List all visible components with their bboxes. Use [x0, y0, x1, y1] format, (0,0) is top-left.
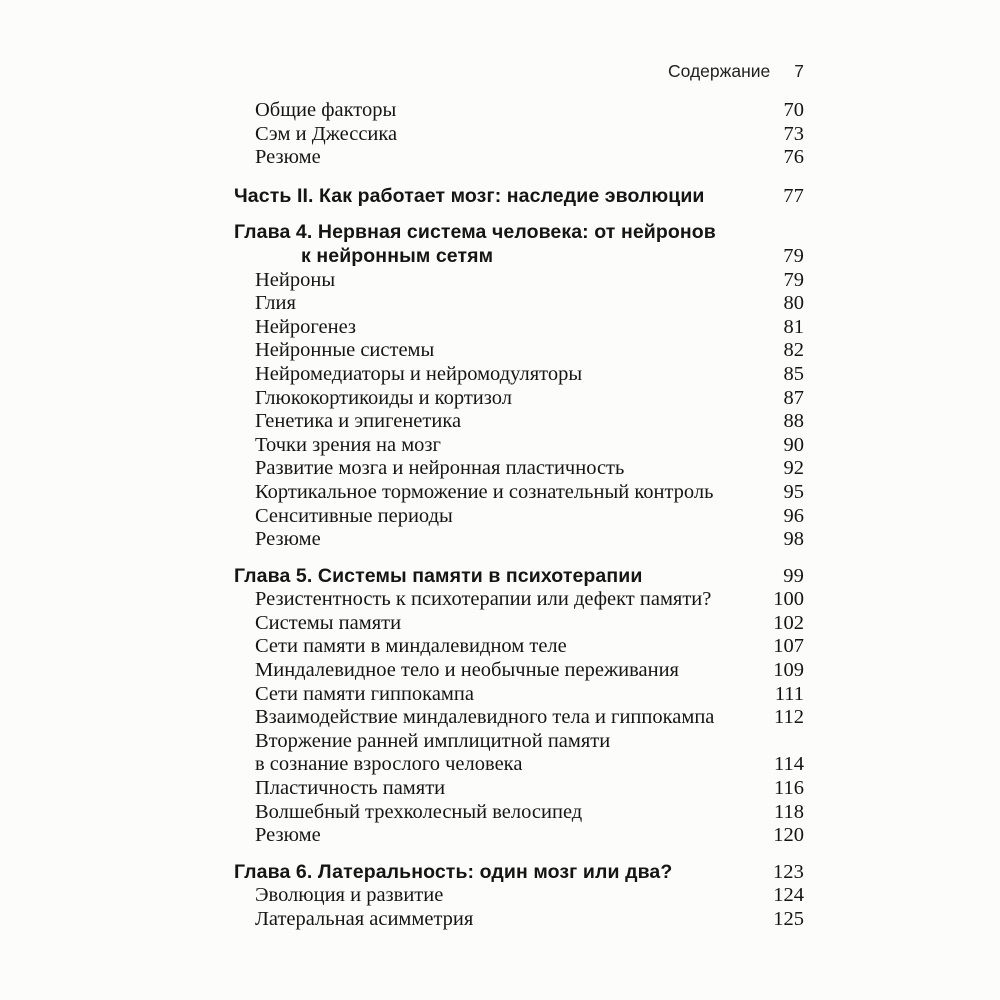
toc-entry-page-number: 87: [783, 386, 804, 409]
toc-entry-page-number: 123: [772, 860, 804, 883]
toc-entry: [234, 528, 804, 552]
toc-entry-chapter: [234, 861, 804, 885]
toc-entry-page-number: 76: [783, 146, 804, 169]
toc-entry-title-line: Системы памяти: [255, 611, 402, 634]
toc-entry-title: [234, 123, 758, 147]
toc-entry: [234, 801, 804, 825]
toc-entry-title: [234, 565, 758, 589]
toc-entry: [234, 316, 804, 340]
toc-entry-title: [234, 528, 758, 552]
toc-entry-title-line: Сенситивные периоды: [255, 504, 453, 527]
toc-entry-title: [234, 185, 758, 209]
toc-entry-title: [234, 505, 758, 529]
toc-entry-title-line: Глава 5. Системы памяти в психотерапии: [234, 564, 643, 587]
toc-entry-title: [234, 777, 758, 801]
toc-entry-page-number: 88: [783, 410, 804, 433]
toc-entry-page-number: 82: [783, 339, 804, 362]
toc-entry-page-number: 98: [783, 528, 804, 551]
toc-entry-page-number: 96: [783, 504, 804, 527]
toc-entry-title: [234, 387, 758, 411]
toc-entry: [234, 269, 804, 293]
toc-entry: [234, 457, 804, 481]
toc-entry-title: [234, 99, 758, 123]
toc-entry: [234, 612, 804, 636]
toc-entry-title-line: Глава 6. Латеральность: один мозг или два?: [234, 860, 673, 883]
toc-entry-page-number: 79: [783, 268, 804, 291]
table-of-contents: [234, 99, 804, 932]
toc-entry-title-line: Кортикальное торможение и сознательный контроль: [255, 480, 714, 503]
toc-entry-page-number: 77: [783, 184, 804, 207]
toc-entry-page-number: 114: [774, 753, 804, 776]
toc-entry-title: [234, 588, 758, 612]
toc-entry-page-number: 107: [773, 635, 804, 658]
toc-entry: [234, 908, 804, 932]
toc-entry-title-line: Пластичность памяти: [255, 777, 446, 800]
toc-entry: [234, 481, 804, 505]
toc-entry-title-line: Развитие мозга и нейронная пластичность: [255, 457, 625, 480]
toc-entry-title-line: Сети памяти гиппокампа: [255, 682, 474, 705]
toc-entry-title-line: Латеральная асимметрия: [255, 908, 474, 930]
toc-entry-title: [234, 269, 758, 293]
toc-entry-title: [234, 221, 758, 268]
toc-entry-page-number: 92: [783, 457, 804, 480]
toc-entry-title: [234, 292, 758, 316]
toc-entry-page-number: 118: [774, 800, 804, 823]
toc-entry-page-number: 81: [783, 315, 804, 338]
toc-entry-part: [234, 185, 804, 209]
toc-entry-page-number: 112: [774, 706, 804, 729]
toc-entry-title-line: Взаимодействие миндалевидного тела и гиппокампа: [255, 706, 715, 729]
toc-entry-title: [234, 801, 758, 825]
toc-entry-chapter: [234, 565, 804, 589]
toc-entry-page-number: 85: [783, 362, 804, 385]
toc-entry-page-number: 100: [773, 588, 804, 611]
toc-entry-title-line: Глава 4. Нервная система человека: от нейронов: [234, 221, 716, 244]
toc-entry-title-line: Точки зрения на мозг: [255, 433, 441, 456]
toc-entry-page-number: 109: [773, 659, 804, 682]
toc-entry-title-line: Сэм и Джессика: [255, 122, 398, 145]
toc-entry-title: [234, 457, 758, 481]
toc-entry: [234, 292, 804, 316]
toc-entry-title: [234, 683, 758, 707]
toc-entry: [234, 659, 804, 683]
running-header: [668, 61, 804, 82]
toc-entry: [234, 339, 804, 363]
toc-entry-title-line: Нейроны: [255, 268, 336, 291]
toc-entry-title-line: Нейромедиаторы и нейромодуляторы: [255, 362, 583, 385]
toc-entry-title: [234, 612, 758, 636]
toc-entry-title-line: Глия: [255, 292, 296, 315]
toc-entry-title: [234, 434, 758, 458]
toc-entry-title: [234, 481, 758, 505]
toc-entry-title-line: Волшебный трехколесный велосипед: [255, 800, 583, 823]
toc-entry: [234, 730, 804, 777]
running-header-page-number: 7: [794, 61, 804, 81]
toc-entry-title: [234, 363, 758, 387]
toc-entry-title-line: Резюме: [255, 824, 321, 847]
toc-entry: [234, 387, 804, 411]
toc-entry: [234, 505, 804, 529]
toc-entry-title: [234, 706, 758, 730]
toc-entry-chapter: [234, 221, 804, 268]
toc-entry-page-number: 120: [773, 824, 804, 847]
toc-entry-page-number: 111: [774, 682, 804, 705]
toc-entry-title: [234, 884, 758, 908]
toc-entry-title-line: Часть II. Как работает мозг: наследие эволюции: [234, 184, 705, 207]
toc-entry-title: [234, 316, 758, 340]
toc-entry-page-number: 73: [783, 122, 804, 145]
toc-entry: [234, 635, 804, 659]
toc-entry: [234, 706, 804, 730]
toc-entry-title-line: Сети памяти в миндалевидном теле: [255, 635, 567, 658]
toc-entry: [234, 884, 804, 908]
toc-entry-title-line: Генетика и эпигенетика: [255, 410, 462, 433]
toc-entry-title-line: Резюме: [255, 528, 321, 551]
toc-entry: [234, 363, 804, 387]
toc-entry: [234, 777, 804, 801]
running-header-title: Содержание: [667, 61, 771, 81]
toc-entry-title: [234, 861, 758, 885]
toc-entry-page-number: 102: [773, 611, 804, 634]
toc-entry-title-line: Миндалевидное тело и необычные переживания: [255, 659, 679, 682]
toc-entry: [234, 146, 804, 170]
toc-entry: [234, 683, 804, 707]
toc-entry: [234, 410, 804, 434]
toc-entry-page-number: 95: [783, 480, 804, 503]
toc-entry-title: [234, 339, 758, 363]
toc-entry: [234, 123, 804, 147]
toc-entry: [234, 434, 804, 458]
toc-entry: [234, 588, 804, 612]
toc-entry-page-number: 70: [783, 99, 804, 121]
toc-entry-title: [234, 908, 758, 932]
toc-entry-title-line: Глюкокортикоиды и кортизол: [255, 386, 512, 409]
toc-entry: [234, 99, 804, 123]
toc-entry-page-number: 99: [783, 564, 804, 587]
toc-entry-title-line: Вторжение ранней имплицитной памяти: [255, 729, 611, 752]
toc-entry-title: [234, 410, 758, 434]
toc-entry-title-line: Резюме: [255, 146, 321, 169]
toc-entry-page-number: 125: [773, 908, 804, 930]
toc-entry-title-line: в сознание взрослого человека: [255, 753, 523, 776]
toc-entry-page-number: 124: [773, 884, 804, 907]
toc-entry-title-line: Общие факторы: [255, 99, 397, 121]
toc-entry-page-number: 80: [783, 292, 804, 315]
toc-entry-title: [234, 824, 758, 848]
toc-entry-title: [234, 146, 758, 170]
toc-entry-page-number: 90: [783, 433, 804, 456]
toc-entry-title-line: Нейронные системы: [255, 339, 435, 362]
toc-entry-page-number: 116: [774, 777, 804, 800]
toc-entry-page-number: 79: [783, 244, 804, 267]
toc-entry-title-line: Резистентность к психотерапии или дефект памяти?: [255, 588, 712, 611]
toc-entry-title: [234, 659, 758, 683]
toc-entry-title: [234, 635, 758, 659]
toc-entry-title-line: Эволюция и развитие: [255, 884, 444, 907]
toc-entry-title-line: Нейрогенез: [255, 315, 357, 338]
toc-entry-title: [234, 730, 758, 777]
toc-entry: [234, 824, 804, 848]
toc-entry-title-line: к нейронным сетям: [301, 244, 494, 267]
